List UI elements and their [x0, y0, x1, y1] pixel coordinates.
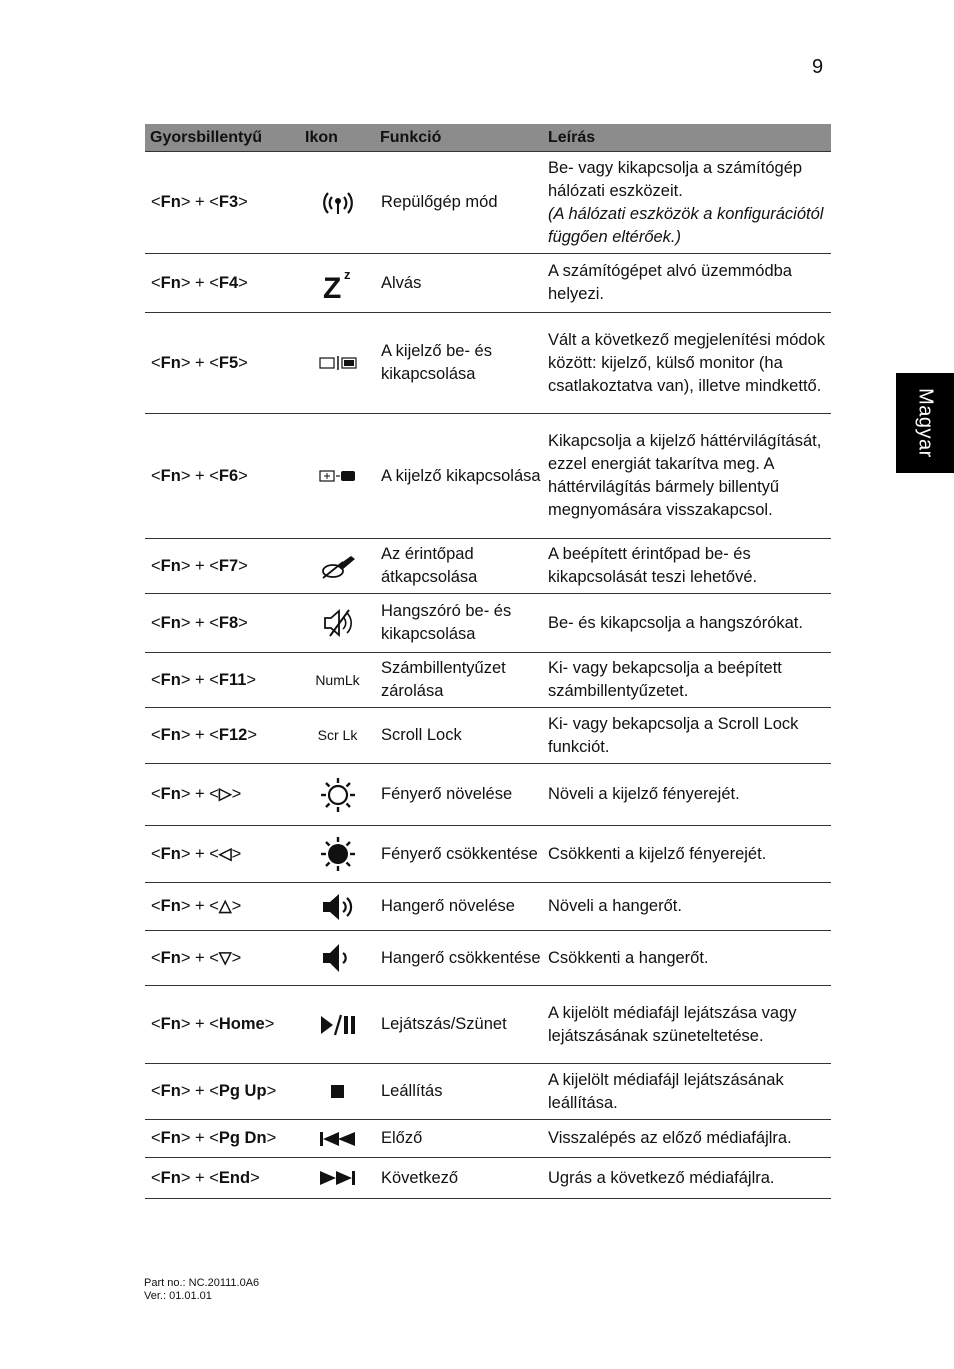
next-icon: [300, 1158, 375, 1199]
hotkey-cell: <Fn> + <F11>: [145, 653, 300, 708]
hotkey-key: F11: [218, 670, 247, 689]
description-cell: [543, 313, 831, 414]
scrlk-icon: [300, 708, 375, 764]
fn-key: Fn: [160, 670, 181, 689]
hotkey-key: Home: [218, 1015, 265, 1033]
part-number: Part no.: NC.20111.0A6: [144, 1277, 260, 1289]
fn-key: Fn: [160, 193, 181, 211]
function-cell: Fényerő csökkentése: [375, 826, 543, 883]
table-row: [145, 539, 831, 594]
hotkey-cell: <Fn> + <▽>: [145, 931, 300, 986]
function-cell: Fényerő növelése: [375, 764, 543, 826]
description-text: Visszalépés az előző médiafájlra.: [548, 1129, 792, 1147]
description-text: A kijelölt médiafájl lejátszása vagy lejátszásának szüneteltetése.: [548, 1003, 797, 1045]
description-cell: [543, 1158, 831, 1199]
description-cell: [543, 883, 831, 931]
hotkey-cell: <Fn> + <Pg Dn>: [145, 1120, 300, 1158]
hotkey-key: △: [218, 897, 232, 915]
hotkey-key: F7: [218, 556, 239, 575]
description-cell: [543, 708, 831, 764]
fn-key: Fn: [160, 466, 181, 485]
fn-key: Fn: [160, 844, 181, 863]
description-cell: [543, 1064, 831, 1120]
brightness-down-icon: [300, 826, 375, 883]
hotkey-cell: <Fn> + <Pg Up>: [145, 1064, 300, 1120]
header-hotkey: Gyorsbillentyű: [145, 124, 300, 152]
page-number: 9: [812, 56, 824, 78]
hotkey-key: ◁: [218, 844, 232, 863]
hotkey-cell: <Fn> + <F5>: [145, 313, 300, 414]
function-cell: Számbillentyűzet zárolása: [375, 653, 543, 708]
fn-key: Fn: [160, 948, 181, 967]
function-cell: Következő: [375, 1158, 543, 1199]
hotkey-cell: <Fn> + <F7>: [145, 539, 300, 594]
table-row: [145, 708, 831, 764]
fn-key: Fn: [160, 613, 181, 632]
hotkey-key: F4: [218, 273, 239, 292]
version: Ver.: 01.01.01: [144, 1290, 212, 1302]
language-tab-label: Magyar: [914, 388, 937, 458]
hotkey-cell: <Fn> + <Home>: [145, 986, 300, 1064]
function-cell: Leállítás: [375, 1064, 543, 1120]
hotkey-cell: <Fn> + <F3>: [145, 152, 300, 254]
language-tab: [896, 373, 954, 473]
fn-key: Fn: [160, 897, 181, 915]
table-row: [145, 254, 831, 313]
description-text: Növeli a kijelző fényerejét.: [548, 785, 740, 803]
description-cell: [543, 764, 831, 826]
fn-key: Fn: [160, 556, 181, 575]
sleep-icon: [300, 254, 375, 313]
hotkey-cell: <Fn> + <F12>: [145, 708, 300, 764]
function-cell: Scroll Lock: [375, 708, 543, 764]
description-note: (A hálózati eszközök a konfigurációtól függően eltérőek.): [548, 204, 824, 246]
fn-key: Fn: [160, 785, 181, 803]
function-cell: A kijelző be- és kikapcsolása: [375, 313, 543, 414]
hotkey-cell: <Fn> + <◁>: [145, 826, 300, 883]
description-cell: [543, 152, 831, 254]
hotkey-key: End: [218, 1168, 251, 1187]
function-cell: Hangszóró be- és kikapcsolása: [375, 594, 543, 653]
table-header: [145, 124, 831, 152]
table-row: [145, 764, 831, 826]
description-text: Csökkenti a hangerőt.: [548, 948, 709, 967]
hotkey-cell: <Fn> + <F4>: [145, 254, 300, 313]
table-row: [145, 931, 831, 986]
hotkey-key: F12: [218, 726, 248, 744]
function-cell: A kijelző kikapcsolása: [375, 414, 543, 539]
volume-up-icon: [300, 883, 375, 931]
fn-key: Fn: [160, 726, 181, 744]
function-cell: Repülőgép mód: [375, 152, 543, 254]
function-cell: Lejátszás/Szünet: [375, 986, 543, 1064]
hotkey-cell: <Fn> + <F8>: [145, 594, 300, 653]
description-text: Be- vagy kikapcsolja a számítógép hálózati eszközeit.: [548, 158, 803, 200]
header-function: Funkció: [375, 124, 543, 152]
function-cell: Hangerő csökkentése: [375, 931, 543, 986]
play-pause-icon: [300, 986, 375, 1064]
description-cell: [543, 986, 831, 1064]
description-text: A kijelölt médiafájl lejátszásának leállítása.: [548, 1070, 784, 1112]
touchpad-icon: [300, 539, 375, 594]
table-row: [145, 313, 831, 414]
description-cell: [543, 414, 831, 539]
description-cell: [543, 931, 831, 986]
hotkey-cell: <Fn> + <End>: [145, 1158, 300, 1199]
description-cell: [543, 826, 831, 883]
header-description: Leírás: [543, 124, 831, 152]
fn-key: Fn: [160, 1168, 181, 1187]
fn-key: Fn: [160, 1129, 181, 1147]
description-text: Növeli a hangerőt.: [548, 897, 682, 915]
table-row: [145, 594, 831, 653]
table-row: [145, 1158, 831, 1199]
footer: [144, 1277, 259, 1303]
stop-icon: [300, 1064, 375, 1120]
fn-key: Fn: [160, 1015, 181, 1033]
display-off-icon: [300, 414, 375, 539]
description-text: Vált a következő megjelenítési módok között: kijelző, külső monitor (ha csatlakoztatva van), illetve mindkettő.: [548, 330, 825, 395]
table-row: [145, 152, 831, 254]
fn-key: Fn: [160, 1082, 181, 1100]
table-row: [145, 1120, 831, 1158]
hotkey-cell: <Fn> + <F6>: [145, 414, 300, 539]
function-cell: Alvás: [375, 254, 543, 313]
svg-text:Z: Z: [322, 272, 341, 301]
description-text: A beépített érintőpad be- és kikapcsolását teszi lehetővé.: [548, 545, 758, 586]
volume-down-icon: [300, 931, 375, 986]
description-text: Kikapcsolja a kijelző háttérvilágítását, ezzel energiát takarítva meg. A háttérvilágítás bármely billentyű megnyomására visszakapcsol.: [548, 432, 822, 519]
description-text: Csökkenti a kijelző fényerejét.: [548, 844, 767, 863]
hotkey-key: Pg Up: [218, 1082, 267, 1100]
icon-label: Scr Lk: [317, 727, 358, 743]
svg-text:z: z: [343, 267, 350, 282]
description-text: Be- és kikapcsolja a hangszórókat.: [548, 613, 803, 632]
table-row: [145, 986, 831, 1064]
hotkey-cell: <Fn> + <△>: [145, 883, 300, 931]
hotkey-table: [145, 124, 831, 1199]
description-cell: [543, 653, 831, 708]
description-text: Ki- vagy bekapcsolja a beépített számbillentyűzetet.: [548, 659, 782, 700]
hotkey-key: F5: [218, 353, 239, 372]
hotkey-key: F3: [218, 193, 239, 211]
previous-icon: [300, 1120, 375, 1158]
hotkey-key: F8: [218, 613, 239, 632]
numlk-icon: [300, 653, 375, 708]
hotkey-key: F6: [218, 466, 239, 485]
table-row: [145, 414, 831, 539]
fn-key: Fn: [160, 273, 181, 292]
hotkey-key: ▷: [218, 785, 232, 803]
description-cell: [543, 594, 831, 653]
brightness-up-icon: [300, 764, 375, 826]
fn-key: Fn: [160, 353, 181, 372]
description-text: Ugrás a következő médiafájlra.: [548, 1168, 775, 1187]
description-text: A számítógépet alvó üzemmódba helyezi.: [548, 262, 792, 303]
function-cell: Hangerő növelése: [375, 883, 543, 931]
description-text: Ki- vagy bekapcsolja a Scroll Lock funkciót.: [548, 714, 799, 756]
table-row: [145, 826, 831, 883]
hotkey-cell: <Fn> + <▷>: [145, 764, 300, 826]
table-row: [145, 1064, 831, 1120]
function-cell: Az érintőpad átkapcsolása: [375, 539, 543, 594]
header-icon: Ikon: [300, 124, 375, 152]
description-cell: [543, 539, 831, 594]
function-cell: Előző: [375, 1120, 543, 1158]
table-row: [145, 653, 831, 708]
description-cell: [543, 254, 831, 313]
hotkey-key: ▽: [218, 948, 232, 967]
display-toggle-icon: [300, 313, 375, 414]
icon-label: NumLk: [315, 671, 360, 688]
description-cell: [543, 1120, 831, 1158]
table-row: [145, 883, 831, 931]
wireless-icon: [300, 152, 375, 254]
hotkey-key: Pg Dn: [218, 1129, 267, 1147]
speaker-mute-icon: [300, 594, 375, 653]
